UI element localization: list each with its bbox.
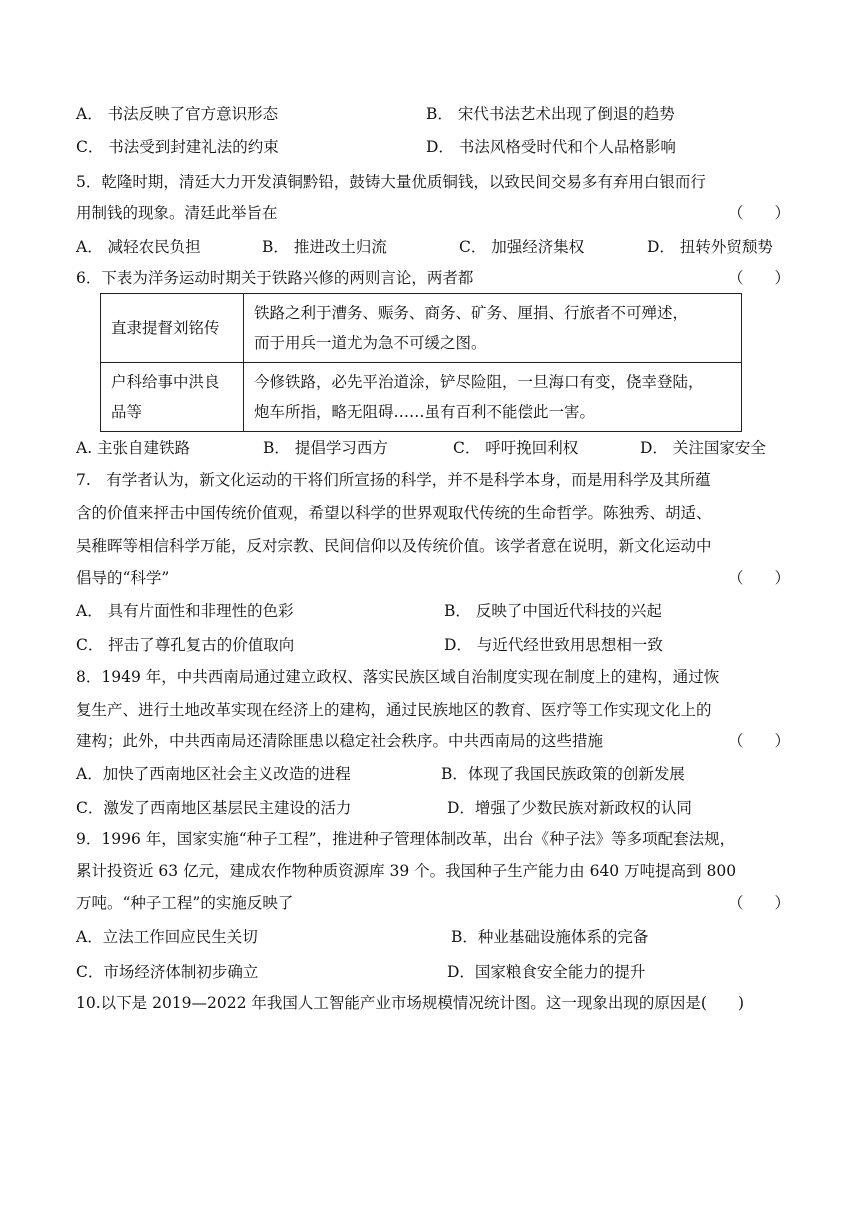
q6-quote-1: 铁路之利于漕务、赈务、商务、矿务、厘捐、行旅者不可殚述， 而于用兵一道尤为急不可缓之图。 xyxy=(244,294,742,363)
q9-stem-line3: 万吨。“种子工程”的实施反映了 xyxy=(76,894,294,912)
q4-option-d: D． 书法风格受时代和个人品格影响 xyxy=(426,138,676,156)
q7-stem-line4: 倡导的“科学” xyxy=(76,569,170,587)
q7-option-b: B． 反映了中国近代科技的兴起 xyxy=(444,602,662,620)
q6-answer-paren: （ ） xyxy=(728,269,791,287)
table-row xyxy=(101,363,742,432)
q7-stem-line3: 吴稚晖等相信科学万能，反对宗教、民间信仰以及传统价值。该学者意在说明，新文化运动中 xyxy=(76,537,712,555)
q5-option-a: A． 减轻农民负担 xyxy=(76,238,201,256)
q6-option-d: D． 关注国家安全 xyxy=(640,439,766,457)
q5-answer-paren: （ ） xyxy=(728,204,791,222)
q7-option-a: A． 具有片面性和非理性的色彩 xyxy=(76,602,294,620)
q5-stem-line1: 5．乾隆时期，清廷大力开发滇铜黔铅，鼓铸大量优质铜钱，以致民间交易多有弃用白银而行 xyxy=(76,173,706,191)
q4-option-a: A． 书法反映了官方意识形态 xyxy=(76,105,279,123)
q5-option-d: D． 扭转外贸颓势 xyxy=(647,238,773,256)
q4-option-c: C． 书法受到封建礼法的约束 xyxy=(76,138,279,156)
q8-option-c: C．激发了西南地区基层民主建设的活力 xyxy=(76,799,352,817)
q9-stem-line1: 9．1996 年，国家实施“种子工程”，推进种子管理体制改革，出台《种子法》等多项配套法规， xyxy=(76,830,736,848)
q8-option-d: D．增强了少数民族对新政权的认同 xyxy=(447,799,692,817)
q6-option-c: C． 呼吁挽回利权 xyxy=(453,439,579,457)
q5-stem-line2: 用制钱的现象。清廷此举旨在 xyxy=(76,204,278,222)
q5-option-b: B． 推进改土归流 xyxy=(262,238,387,256)
q6-option-b: B． 提倡学习西方 xyxy=(263,439,388,457)
q10-stem: 10.以下是 2019—2022 年我国人工智能产业市场规模情况统计图。这一现象出现的原因是( ) xyxy=(76,994,744,1012)
q7-option-c: C． 抨击了尊孔复古的价值取向 xyxy=(76,636,295,654)
q8-stem-line2: 复生产、进行土地改革实现在经济上的建构，通过民族地区的教育、医疗等工作实现文化上的 xyxy=(76,701,712,719)
q4-option-b: B． 宋代书法艺术出现了倒退的趋势 xyxy=(426,105,675,123)
q6-speaker-1: 直隶提督刘铭传 xyxy=(101,294,244,363)
q7-stem-line2: 含的价值来抨击中国传统价值观，希望以科学的世界观取代传统的生命哲学。陈独秀、胡适、 xyxy=(76,504,712,522)
q6-stem: 6．下表为洋务运动时期关于铁路兴修的两则言论，两者都 xyxy=(76,269,474,287)
q6-quote-table xyxy=(100,293,742,432)
q9-option-c: C．市场经济体制初步确立 xyxy=(76,963,259,981)
q9-option-b: B．种业基础设施体系的完备 xyxy=(451,928,649,946)
q7-stem-line1: 7. 有学者认为，新文化运动的干将们所宣扬的科学，并不是科学本身，而是用科学及其所蕴 xyxy=(76,471,711,489)
q5-option-c: C． 加强经济集权 xyxy=(459,238,585,256)
q9-answer-paren: （ ） xyxy=(728,894,791,912)
q8-stem-line1: 8．1949 年，中共西南局通过建立政权、落实民族区域自治制度实现在制度上的建构，通过恢 xyxy=(76,668,720,686)
q8-stem-line3: 建构；此外，中共西南局还清除匪患以稳定社会秩序。中共西南局的这些措施 xyxy=(76,732,604,750)
table-row xyxy=(101,294,742,363)
q9-stem-line2: 累计投资近 63 亿元，建成农作物种质资源库 39 个。我国种子生产能力由 640 万吨提高到 800 xyxy=(76,862,737,880)
q9-option-a: A．立法工作回应民生关切 xyxy=(76,928,258,946)
q6-speaker-2: 户科给事中洪良 品等 xyxy=(101,363,244,432)
q8-option-b: B．体现了我国民族政策的创新发展 xyxy=(441,765,685,783)
q9-option-d: D．国家粮食安全能力的提升 xyxy=(447,963,646,981)
q7-option-d: D． 与近代经世致用思想相一致 xyxy=(444,636,663,654)
q8-option-a: A．加快了西南地区社会主义改造的进程 xyxy=(76,765,351,783)
q6-option-a: A. 主张自建铁路 xyxy=(76,439,191,457)
q7-answer-paren: （ ） xyxy=(728,569,791,587)
q6-quote-2: 今修铁路，必先平治道涂，铲尽险阻，一旦海口有变，侥幸登陆， 炮车所指，略无阻碍……虽有百利不能偿此一害。 xyxy=(244,363,742,432)
q8-answer-paren: （ ） xyxy=(728,732,791,750)
